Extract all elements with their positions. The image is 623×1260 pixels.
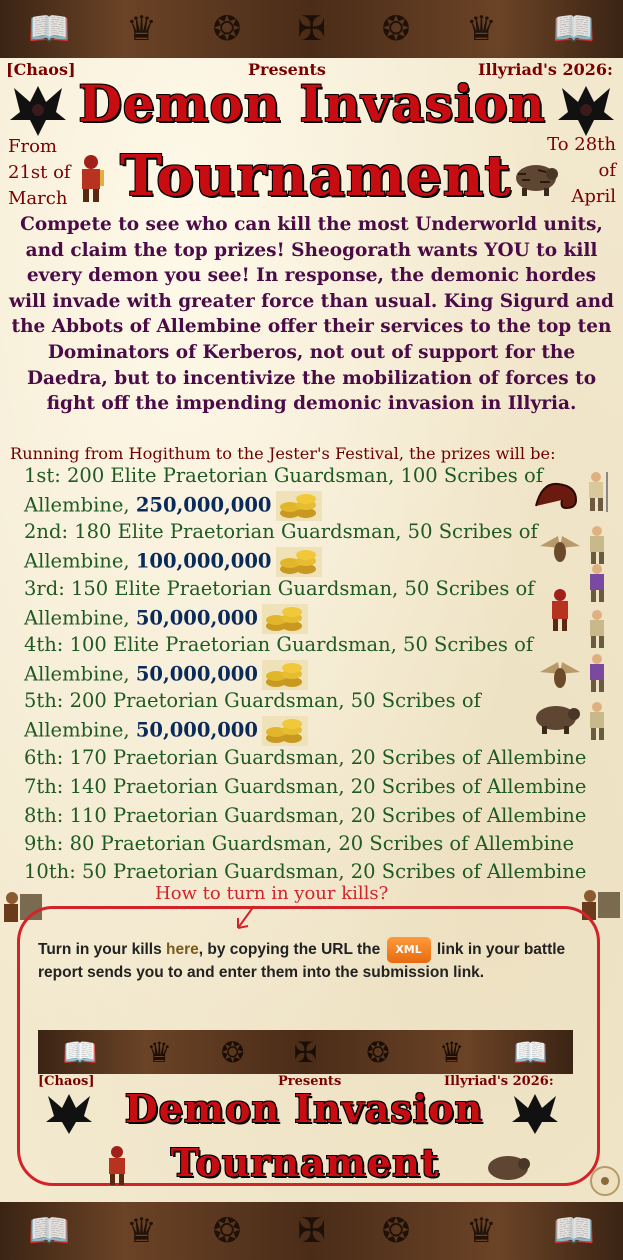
intro-line: Daedra, but to incentivize the mobilization of forces to xyxy=(26,367,597,389)
beast-icon xyxy=(512,158,560,198)
submission-text-before: Turn in your kills xyxy=(38,941,162,959)
prize-line: 5th: 200 Praetorian Guardsman, 50 Scribes of xyxy=(24,689,481,712)
submission-link[interactable]: here xyxy=(166,941,199,959)
prize-line: Allembine, xyxy=(24,662,130,685)
guardsman-icon xyxy=(582,608,612,650)
demon-emblem-icon: ❂ xyxy=(221,1035,245,1069)
intro-line: will invade with greater force than usual. King Sigurd and xyxy=(9,290,614,312)
presents-label: Presents xyxy=(248,60,326,79)
xml-icon: XML xyxy=(387,937,431,963)
footer-year-label: Illyriad's 2026: xyxy=(444,1074,554,1089)
demon-crest-icon xyxy=(556,80,616,138)
crest-icon: ✠ xyxy=(297,9,326,49)
demon-emblem-icon: ❂ xyxy=(212,9,242,49)
date-to-1: To 28th xyxy=(547,134,616,155)
prize-line: Allembine, xyxy=(24,718,130,741)
footer-title-line1: Demon Invasion xyxy=(124,1086,484,1131)
gold-amount: 50,000,000 xyxy=(135,718,258,741)
crest-icon: ✠ xyxy=(297,1211,326,1251)
prize-1 xyxy=(24,462,543,521)
submission-text-after: link in your battle report sends you to and enter them into the submission link. xyxy=(38,941,566,981)
demon-emblem-icon: ❂ xyxy=(212,1211,242,1251)
prize-10: 10th: 50 Praetorian Guardsman, 20 Scribes of Allembine xyxy=(24,860,587,883)
prize-line: 1st: 200 Elite Praetorian Guardsman, 100 Scribes of xyxy=(24,464,543,487)
prize-3 xyxy=(24,575,535,634)
footer-presents-label: Presents xyxy=(278,1074,342,1089)
gold-coins-icon xyxy=(276,491,322,521)
book-icon: 📖 xyxy=(62,1035,98,1069)
prize-line: 4th: 100 Elite Praetorian Guardsman, 50 Scribes of xyxy=(24,633,534,656)
guardsman-icon xyxy=(582,562,612,604)
demon-crest-icon xyxy=(8,80,68,138)
title-line1: Demon Invasion xyxy=(78,74,546,133)
footer-title-line2: Tournament xyxy=(170,1140,440,1185)
footer-border-band xyxy=(38,1030,573,1074)
prize-5 xyxy=(24,687,481,746)
footer-chaos-tag: [Chaos] xyxy=(38,1074,95,1089)
prize-6: 6th: 170 Praetorian Guardsman, 20 Scribes of Allembine xyxy=(24,746,587,769)
intro-line: fight off the impending demonic invasion in Illyria. xyxy=(46,393,577,415)
crown-icon: ♛ xyxy=(126,9,157,49)
winged-demon-icon xyxy=(538,528,582,568)
intro-line: the Abbots of Allembine offer their services to the top ten xyxy=(11,316,612,338)
chaos-tag: [Chaos] xyxy=(6,60,76,79)
prize-4 xyxy=(24,631,533,690)
bottom-border-band xyxy=(0,1202,623,1260)
top-border-band xyxy=(0,0,623,58)
date-to-2: of xyxy=(598,160,616,181)
demon-warrior-icon xyxy=(100,1144,134,1188)
gold-amount: 50,000,000 xyxy=(135,662,258,685)
book-icon: 📖 xyxy=(27,9,71,49)
gold-coins-icon xyxy=(262,604,308,634)
gold-coins-icon xyxy=(262,660,308,690)
intro-line: every demon you see! In response, the demonic hordes xyxy=(26,265,597,287)
prize-line: 2nd: 180 Elite Praetorian Guardsman, 50 Scribes of xyxy=(24,520,538,543)
title-line2: Tournament xyxy=(120,143,512,209)
crown-icon: ♛ xyxy=(466,9,497,49)
date-from-3: March xyxy=(8,188,68,209)
date-from xyxy=(8,134,71,212)
submission-text-middle: , by copying the URL the xyxy=(198,941,381,959)
crest-icon: ✠ xyxy=(293,1035,318,1069)
gold-amount: 250,000,000 xyxy=(135,493,272,516)
map-marker-icon xyxy=(588,1164,622,1198)
intro-text xyxy=(6,212,617,417)
prize-8: 8th: 110 Praetorian Guardsman, 20 Scribes of Allembine xyxy=(24,804,587,827)
prizes-heading: Running from Hogithum to the Jester's Festival, the prizes will be: xyxy=(10,444,556,463)
crown-icon: ♛ xyxy=(126,1211,157,1251)
date-from-2: 21st of xyxy=(8,162,71,183)
prize-7: 7th: 140 Praetorian Guardsman, 20 Scribes of Allembine xyxy=(24,775,587,798)
crown-icon: ♛ xyxy=(466,1211,497,1251)
gold-coins-icon xyxy=(262,716,308,746)
prize-line: 3rd: 150 Elite Praetorian Guardsman, 50 Scribes of xyxy=(24,577,535,600)
intro-line: Dominators of Kerberos, not out of support for the xyxy=(47,341,576,363)
demon-crest-icon xyxy=(44,1090,94,1134)
book-icon: 📖 xyxy=(27,1211,71,1251)
demon-emblem-icon: ❂ xyxy=(381,9,411,49)
prize-line: Allembine, xyxy=(24,606,130,629)
intro-line: Compete to see who can kill the most Underworld units, xyxy=(20,214,603,235)
prize-2 xyxy=(24,518,538,577)
year-label: Illyriad's 2026: xyxy=(478,60,613,79)
date-from-1: From xyxy=(8,136,57,157)
demon-emblem-icon: ❂ xyxy=(381,1211,411,1251)
crown-icon: ♛ xyxy=(439,1035,465,1069)
crown-icon: ♛ xyxy=(146,1035,172,1069)
demon-warrior-icon xyxy=(72,152,110,204)
intro-line: and claim the top prizes! Sheogorath wants YOU to kill xyxy=(25,239,598,261)
submission-text xyxy=(38,937,598,982)
guardsman-icon xyxy=(582,652,612,698)
date-to-3: April xyxy=(571,186,616,207)
demon-crest-icon xyxy=(510,1090,560,1134)
winged-demon-icon xyxy=(538,654,582,694)
book-icon: 📖 xyxy=(552,1211,595,1251)
book-icon: 📖 xyxy=(552,9,595,49)
demon-emblem-icon: ❂ xyxy=(366,1035,390,1069)
book-icon: 📖 xyxy=(513,1035,549,1069)
prize-line: Allembine, xyxy=(24,549,130,572)
guardsman-icon xyxy=(582,700,612,746)
gold-amount: 100,000,000 xyxy=(135,549,272,572)
worm-demon-icon xyxy=(532,472,582,512)
howto-label: How to turn in your kills? xyxy=(155,883,389,904)
prize-line: Allembine, xyxy=(24,493,130,516)
gold-coins-icon xyxy=(276,547,322,577)
beast-icon xyxy=(484,1150,532,1186)
demon-warrior-icon xyxy=(542,586,578,634)
guardsman-icon xyxy=(580,470,612,514)
gold-amount: 50,000,000 xyxy=(135,606,258,629)
prize-9: 9th: 80 Praetorian Guardsman, 20 Scribes of Allembine xyxy=(24,832,574,855)
guardsman-icon xyxy=(582,524,612,566)
beast-icon xyxy=(532,700,582,736)
